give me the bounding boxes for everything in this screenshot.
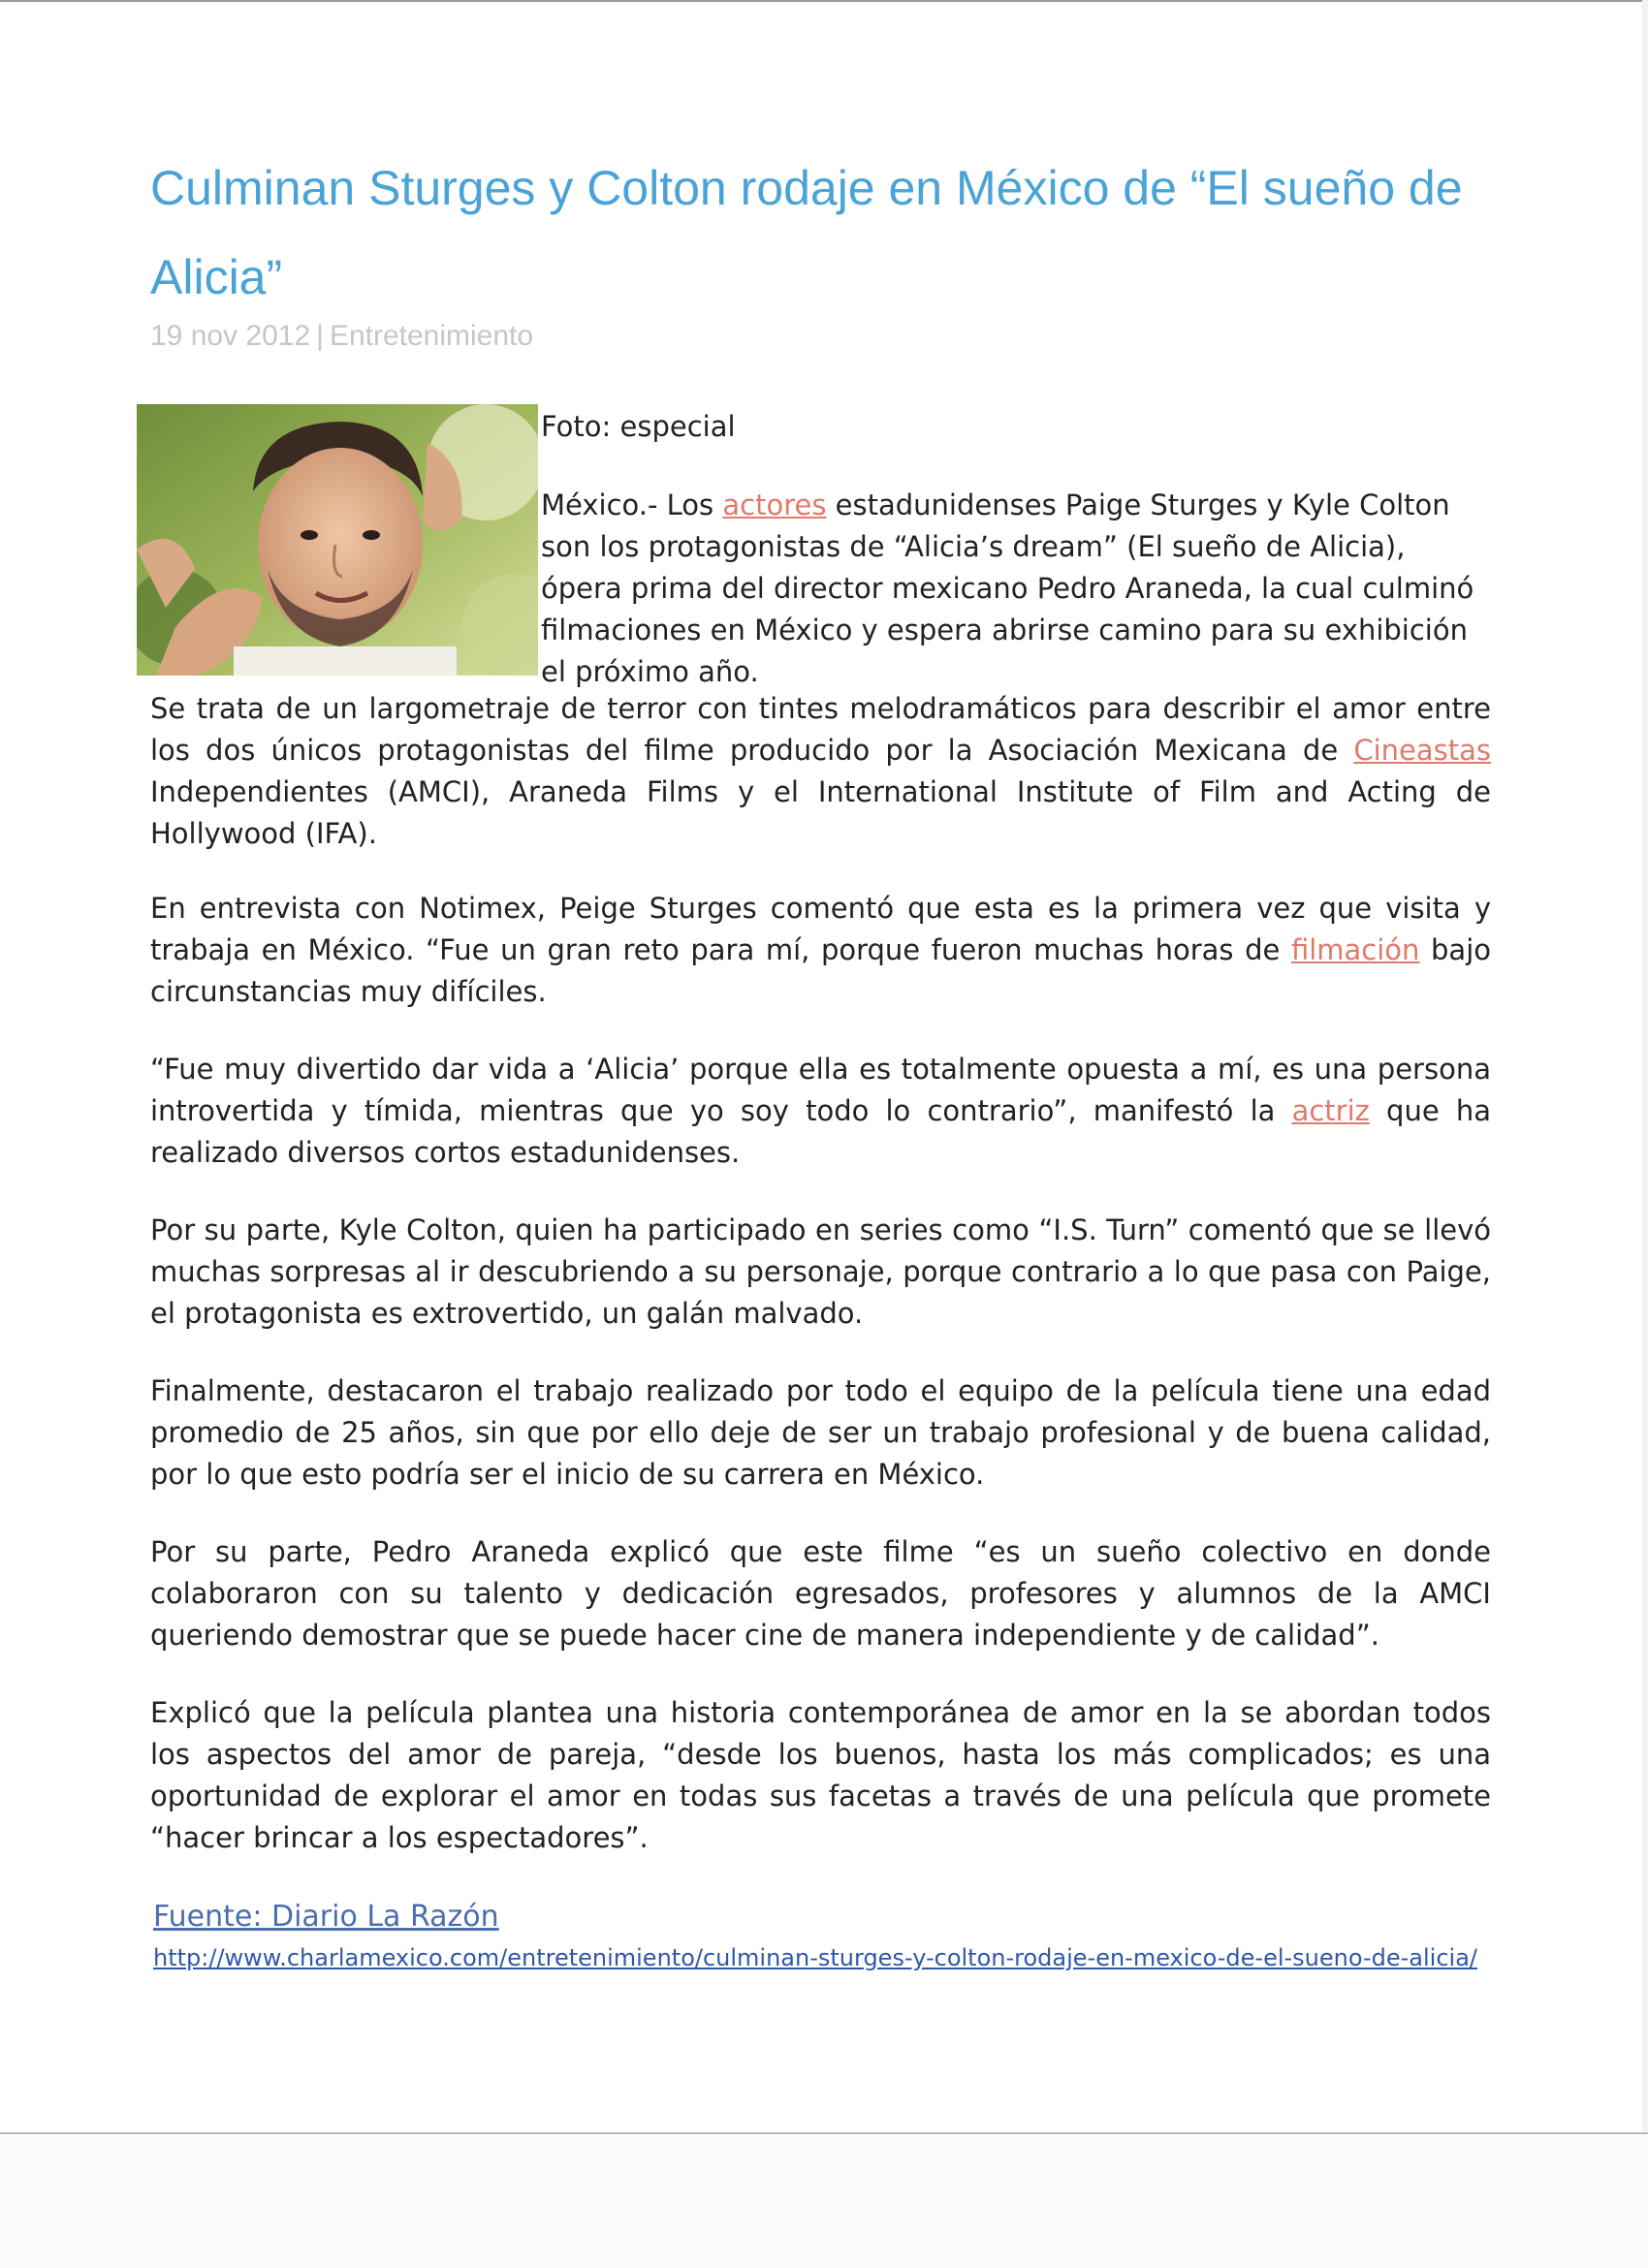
director-portrait-image (137, 404, 538, 676)
paragraph-3 (150, 1049, 1491, 1174)
scan-edge-right (1642, 0, 1648, 2132)
source-label-link[interactable]: Fuente: Diario La Razón (153, 1900, 499, 1934)
article-meta (150, 320, 533, 353)
paragraph-6: Por su parte, Pedro Araneda explicó que este filme “es un sueño colectivo en donde colaboraron con su talento y dedicación egresados, profesores y alumnos de la AMCI queriendo demostrar que se puede hacer cine de manera independiente y de calidad”. (150, 1535, 1491, 1652)
scan-edge-top (0, 0, 1648, 2)
link-cineastas[interactable]: Cineastas (1353, 734, 1491, 767)
intro-text-before: México.- Los (541, 488, 723, 521)
paragraph-7: Explicó que la película plantea una historia contemporánea de amor en la se abordan todos los aspectos del amor de pareja, “desde los buenos, hasta los más complicados; es una oportunidad de explorar el amor en todas sus facetas a través de una película que promete “hacer brincar a los espectadores”. (150, 1696, 1491, 1854)
p3-text-after: que ha realizado diversos cortos estadunidenses. (150, 1094, 1492, 1169)
link-actores[interactable]: actores (722, 488, 827, 521)
p1-text-after: Independientes (AMCI), Araneda Films y el International Institute of Film and Acting de Hollywood (IFA). (150, 775, 1491, 850)
article-category: Entretenimiento (329, 320, 534, 352)
article-title: Culminan Sturges y Colton rodaje en México de “El sueño de Alicia” (150, 161, 1463, 304)
source-url-link[interactable]: http://www.charlamexico.com/entretenimiento/culminan-sturges-y-colton-rodaje-en-mexico-de-el-sueno-de-alicia/ (153, 1944, 1478, 1971)
paragraph-4: Por su parte, Kyle Colton, quien ha participado en series como “I.S. Turn” comentó que se llevó muchas sorpresas al ir descubriendo a su personaje, porque contrario a lo que pasa con Paige, el protagonista es extrovertido, un galán malvado. (150, 1213, 1491, 1330)
intro-paragraph (541, 485, 1491, 693)
article-photo (137, 404, 538, 676)
source-block (153, 1900, 1510, 1974)
intro-text-after: estadunidenses Paige Sturges y Kyle Colton son los protagonistas de “Alicia’s dream” (El sueño de Alicia), ópera prima del director mexicano Pedro Araneda, la cual culminó filmaciones en México y espera abrirse camino para su exhibición el próximo año. (541, 488, 1474, 688)
paragraph-1 (150, 688, 1491, 855)
paragraph-2 (150, 888, 1491, 1013)
scan-edge-bottom (0, 2132, 1648, 2268)
p3-text-before: “Fue muy divertido dar vida a ‘Alicia’ porque ella es totalmente opuesta a mí, es una persona introvertida y tímida, mientras que yo soy todo lo contrario”, manifestó la (150, 1053, 1491, 1127)
paragraph-5: Finalmente, destacaron el trabajo realizado por todo el equipo de la película tiene una edad promedio de 25 años, sin que por ello deje de ser un trabajo profesional y de buena calidad, por lo que esto podría ser el inicio de su carrera en México. (150, 1374, 1491, 1491)
p2-text-after: bajo circunstancias muy difíciles. (150, 933, 1491, 1008)
link-filmacion[interactable]: filmación (1290, 933, 1420, 966)
photo-caption: Foto: especial (541, 410, 736, 443)
link-actriz[interactable]: actriz (1291, 1094, 1370, 1127)
article-date: 19 nov 2012 (150, 320, 311, 352)
meta-separator: | (316, 320, 324, 352)
p1-text-before: Se trata de un largometraje de terror con tintes melodramáticos para describir el amor entre los dos únicos protagonistas del filme producido por la Asociación Mexicana de (150, 692, 1491, 767)
p2-text-before: En entrevista con Notimex, Peige Sturges comentó que esta es la primera vez que visita y trabaja en México. “Fue un gran reto para mí, porque fueron muchas horas de (150, 892, 1491, 966)
